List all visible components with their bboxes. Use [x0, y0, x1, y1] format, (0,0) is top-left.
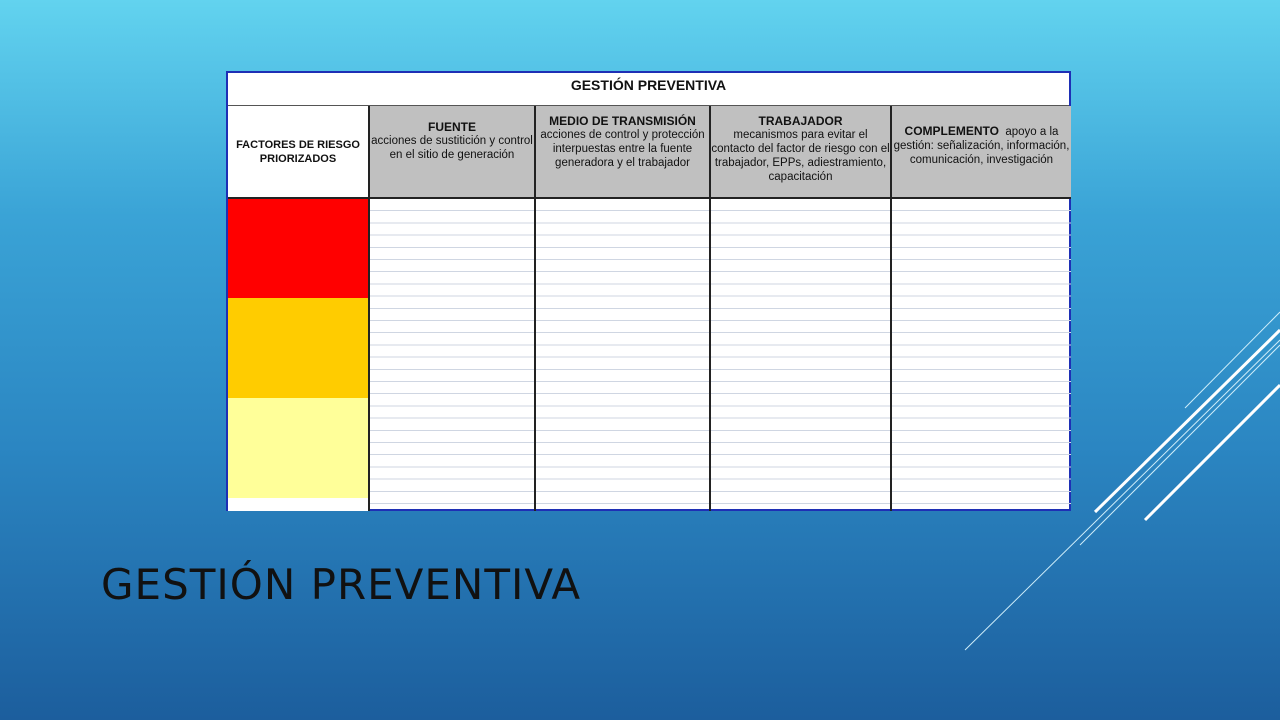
transmission-column [536, 199, 711, 511]
risk-level-low [228, 398, 368, 498]
slide-title: GESTIÓN PREVENTIVA [101, 560, 582, 609]
risk-level-medium [228, 298, 368, 398]
complement-column [892, 199, 1071, 511]
header-transmission-title: MEDIO DE TRANSMISIÓN [549, 114, 696, 128]
risk-management-table [226, 71, 1071, 511]
header-risk-factors [228, 106, 370, 199]
header-worker-title: TRABAJADOR [758, 114, 843, 128]
header-worker-text: mecanismos para evitar el contacto del factor de riesgo con el trabajador, EPPs, adiestramiento, capacitación [711, 129, 890, 183]
header-source-title: FUENTE [428, 120, 476, 134]
header-transmission [536, 106, 711, 199]
header-transmission-text: acciones de control y protección interpuestas entre la fuente generadora y el trabajador [540, 129, 705, 169]
table-title: GESTIÓN PREVENTIVA [228, 73, 1069, 106]
source-column [370, 199, 536, 511]
header-source [370, 106, 536, 199]
header-complement [892, 106, 1071, 199]
header-risk-factors-label: FACTORES DE RIESGO PRIORIZADOS [236, 138, 360, 165]
risk-level-high [228, 199, 368, 298]
header-worker [711, 106, 892, 199]
header-complement-text: apoyo a la gestión: señalización, información, comunicación, investigación [893, 126, 1070, 166]
risk-factor-column [228, 199, 370, 511]
header-source-text: acciones de sustitición y control en el sitio de generación [371, 135, 533, 161]
header-complement-title: COMPLEMENTO [904, 124, 999, 138]
worker-column [711, 199, 892, 511]
